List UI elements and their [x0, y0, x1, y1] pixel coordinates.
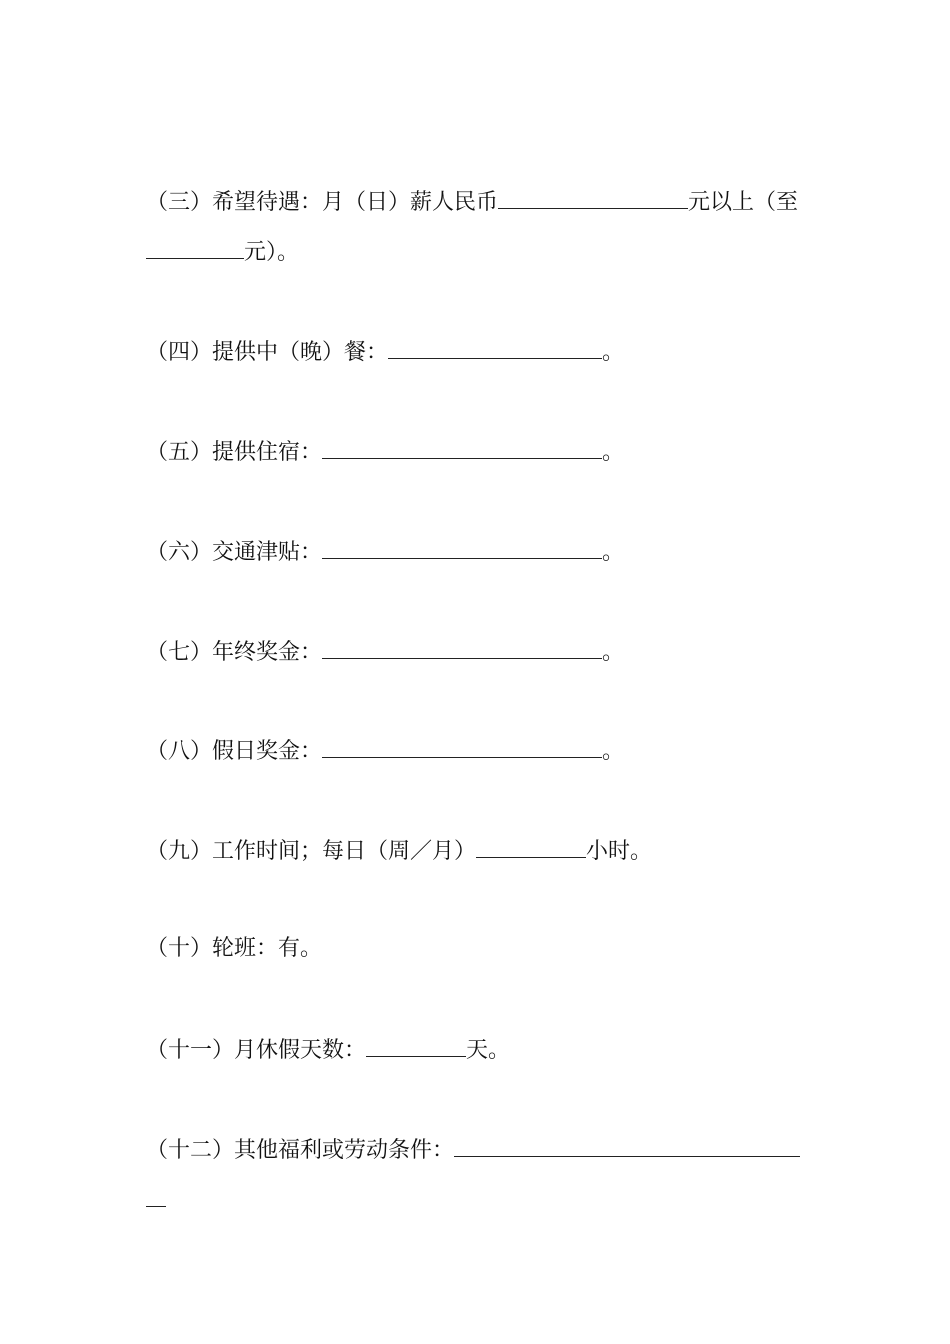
leave-days-blank[interactable]	[366, 1034, 466, 1057]
item-6-transport	[146, 536, 624, 568]
item-5-end: 。	[602, 440, 625, 465]
item-8-label: （八）假日奖金：	[146, 739, 323, 764]
item-6-end: 。	[602, 540, 625, 565]
item-7-year-bonus	[146, 636, 624, 668]
item-4-label: （四）提供中（晚）餐：	[146, 340, 389, 365]
housing-blank[interactable]	[322, 436, 602, 459]
item-12-cont	[146, 1184, 166, 1216]
item-11-end: 天。	[466, 1038, 511, 1063]
item-3-text-c: 元）。	[244, 240, 300, 265]
item-5-label: （五）提供住宿：	[146, 440, 323, 465]
item-3-salary	[146, 186, 798, 218]
item-4-end: 。	[602, 340, 625, 365]
item-7-end: 。	[602, 640, 625, 665]
item-12-other-benefits	[146, 1134, 800, 1166]
year-bonus-blank[interactable]	[322, 636, 602, 659]
meal-blank[interactable]	[388, 336, 602, 359]
salary-max-blank[interactable]	[146, 236, 244, 259]
item-3-salary-cont	[146, 236, 299, 268]
item-6-label: （六）交通津贴：	[146, 540, 323, 565]
other-benefits-blank[interactable]	[454, 1134, 800, 1157]
work-hours-blank[interactable]	[476, 835, 586, 858]
item-5-housing	[146, 436, 624, 468]
item-10-shift	[146, 934, 322, 964]
item-9-label: （九）工作时间；每日（周／月）	[146, 839, 477, 864]
item-11-leave-days	[146, 1034, 510, 1066]
holiday-bonus-blank[interactable]	[322, 735, 602, 758]
item-3-text-b: 元以上（至	[688, 190, 799, 215]
item-3-text: （三）希望待遇：月（日）薪人民币	[146, 190, 499, 215]
item-10-text: （十）轮班：有。	[146, 936, 323, 961]
item-7-label: （七）年终奖金：	[146, 640, 323, 665]
transport-blank[interactable]	[322, 536, 602, 559]
item-9-end: 小时。	[586, 839, 653, 864]
item-12-label: （十二）其他福利或劳动条件：	[146, 1138, 455, 1163]
item-9-work-hours	[146, 835, 652, 867]
item-11-label: （十一）月休假天数：	[146, 1038, 367, 1063]
salary-min-blank[interactable]	[498, 186, 688, 209]
item-4-meal	[146, 336, 624, 368]
other-benefits-blank-cont[interactable]	[146, 1184, 166, 1207]
item-8-end: 。	[602, 739, 625, 764]
item-8-holiday-bonus	[146, 735, 624, 767]
